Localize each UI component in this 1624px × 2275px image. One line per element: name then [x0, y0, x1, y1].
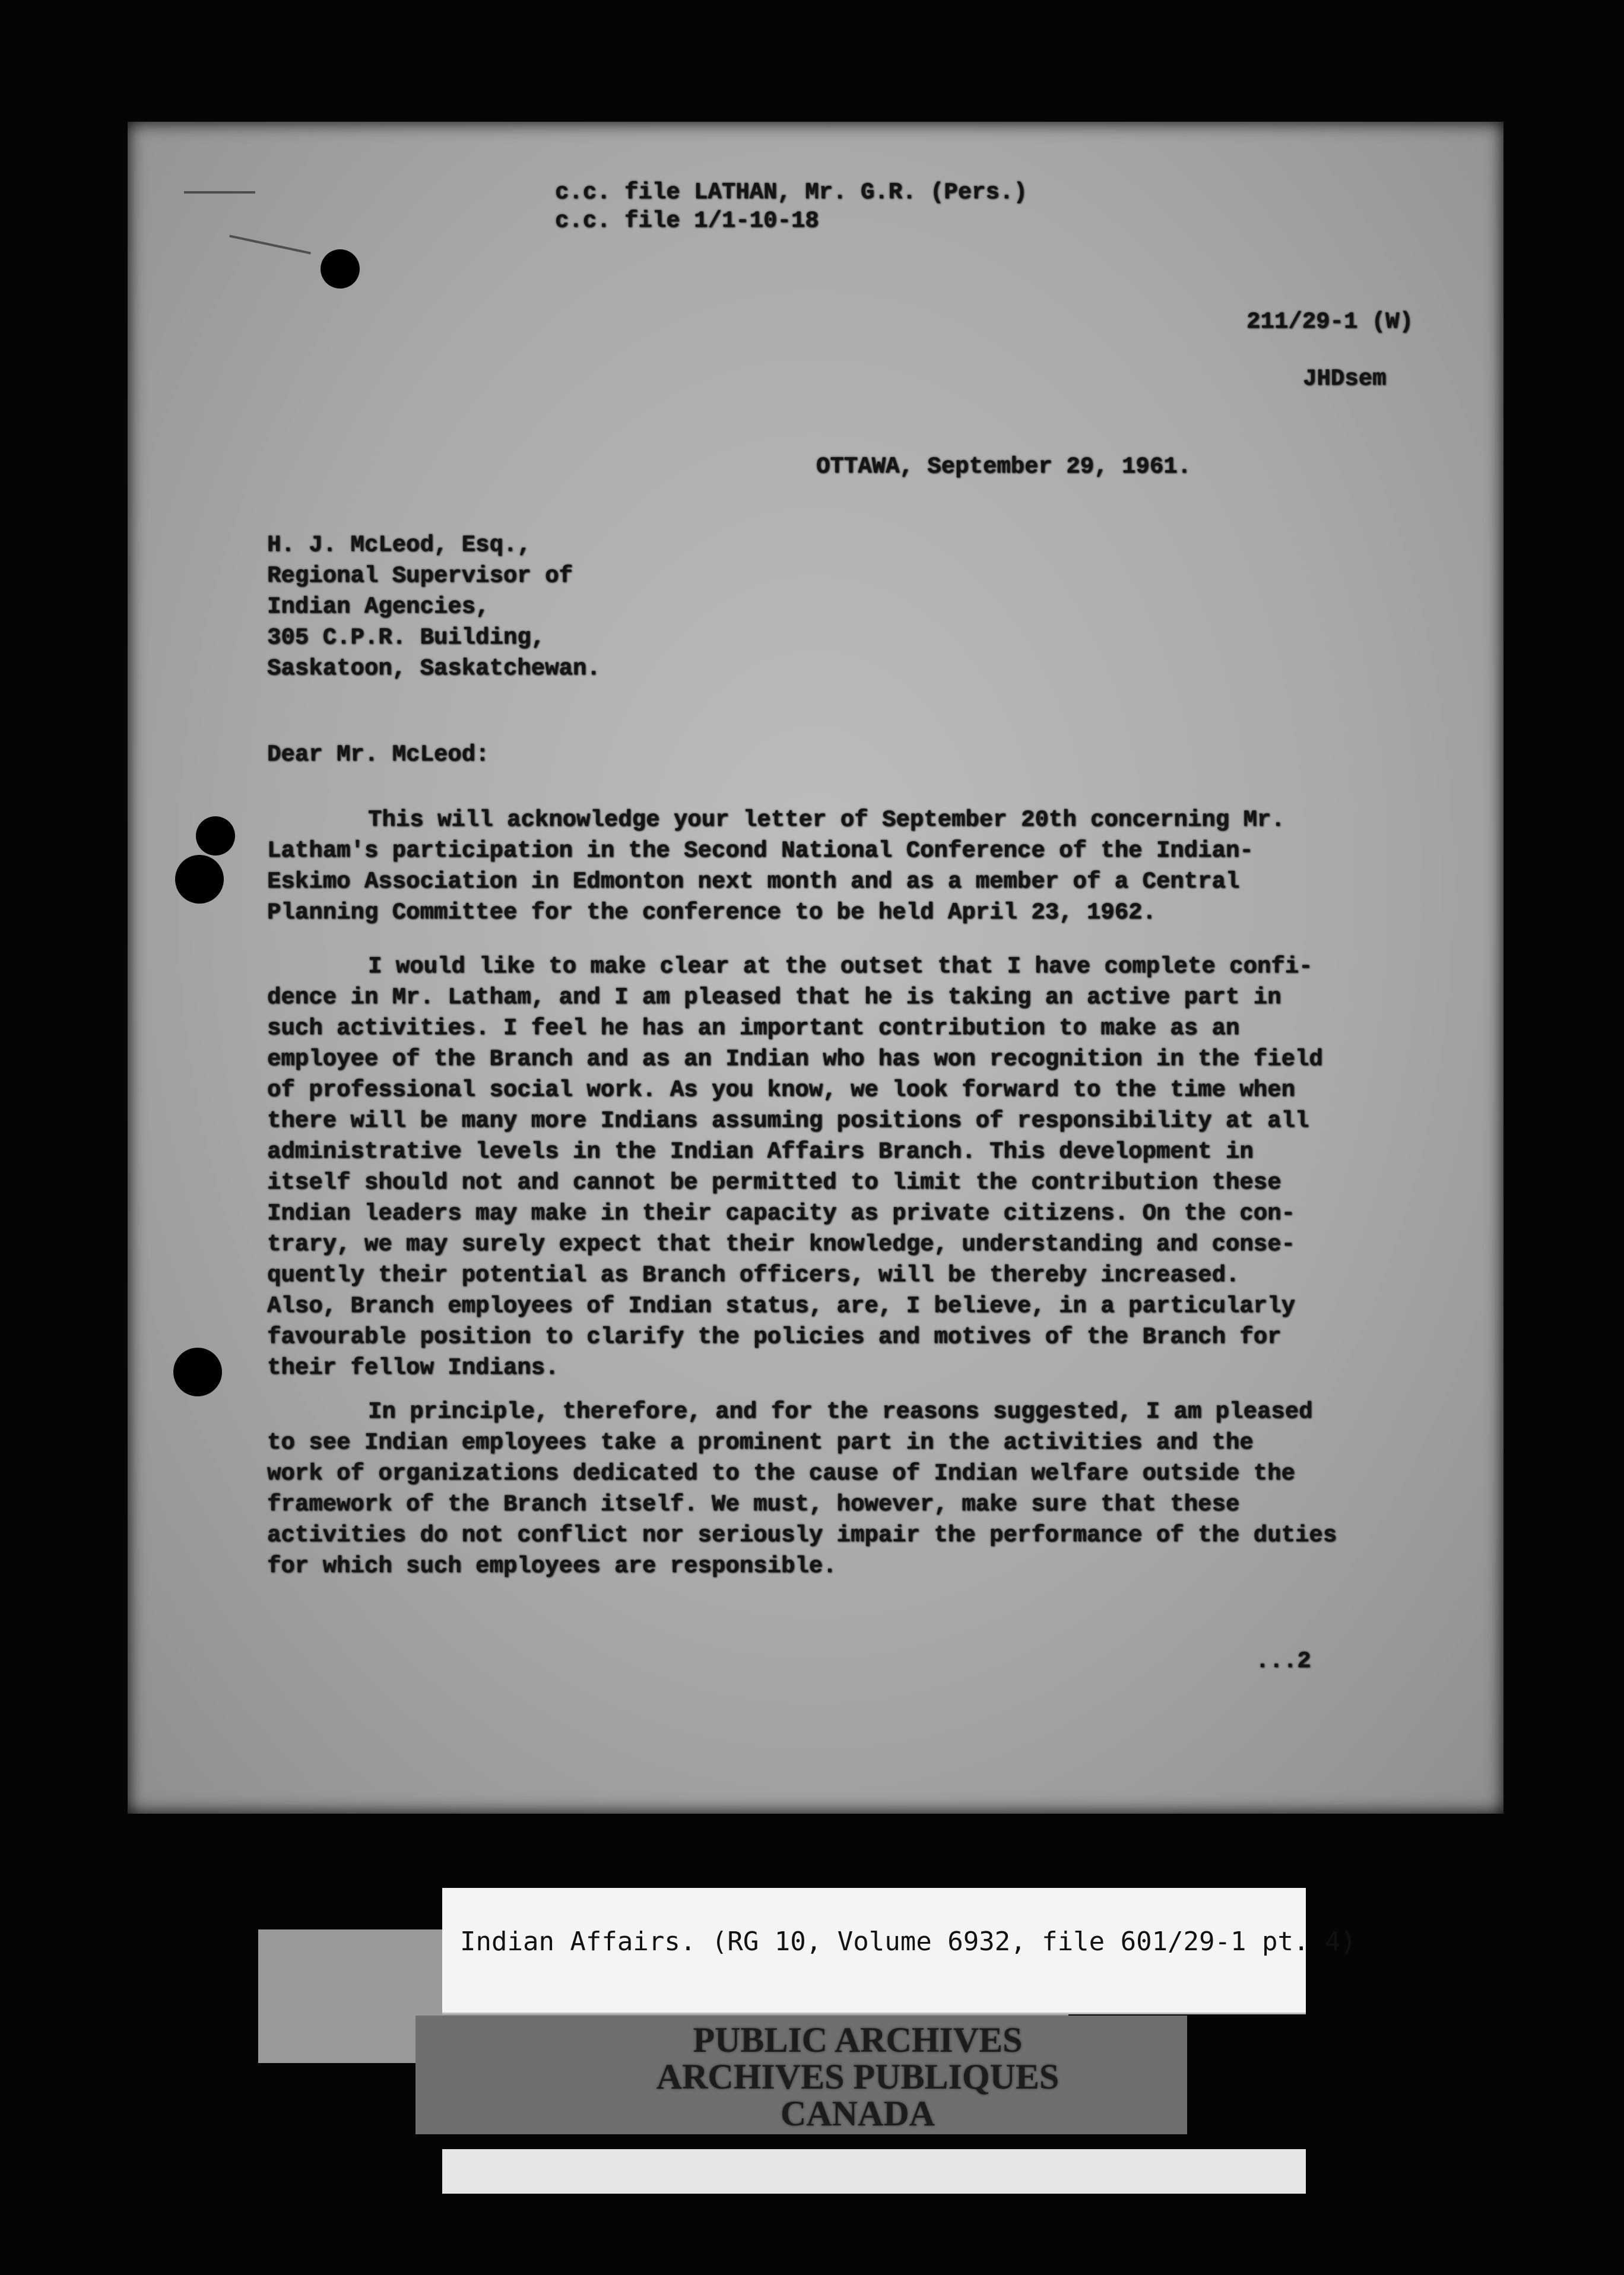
cc-line: c.c. file LATHAN, Mr. G.R. (Pers.)	[555, 179, 1027, 205]
paragraph-line: dence in Mr. Latham, and I am pleased that he is taking an active part in	[267, 984, 1282, 1010]
page-continuation: ...2	[1255, 1648, 1311, 1674]
paragraph-line: activities do not conflict nor seriously impair the performance of the duties	[267, 1522, 1337, 1548]
paragraph-line: work of organizations dedicated to the cause of Indian welfare outside the	[267, 1460, 1295, 1487]
paragraph-line: of professional social work. As you know, we look forward to the time when	[267, 1077, 1295, 1103]
address-line: Saskatoon, Saskatchewan.	[267, 655, 601, 682]
paragraph-line: Indian leaders may make in their capacity as private citizens. On the con-	[267, 1200, 1295, 1227]
paragraph-line: there will be many more Indians assuming positions of responsibility at all	[267, 1108, 1309, 1134]
paragraph-line: favourable position to clarify the policies and motives of the Branch for	[267, 1324, 1282, 1350]
address-block	[267, 530, 601, 684]
punch-hole	[175, 855, 224, 904]
paragraph-line: their fellow Indians.	[267, 1355, 559, 1381]
paragraph-line: Eskimo Association in Edmonton next month and as a member of a Central	[267, 869, 1240, 895]
file-reference: 211/29-1 (W)	[1246, 309, 1413, 335]
address-line: Indian Agencies,	[267, 594, 490, 620]
paragraph-line: for which such employees are responsible.	[267, 1553, 837, 1579]
label-bottom-strip	[442, 2149, 1306, 2194]
paragraph-line: In principle, therefore, and for the reasons suggested, I am pleased	[368, 1399, 1313, 1425]
paragraph-line: such activities. I feel he has an important contribution to make as an	[267, 1015, 1240, 1041]
salutation: Dear Mr. McLeod:	[267, 742, 490, 768]
archives-stamp	[597, 2021, 1119, 2132]
stamp-line: PUBLIC ARCHIVES	[693, 2020, 1023, 2059]
paragraph-line: Latham's participation in the Second National Conference of the Indian-	[267, 838, 1254, 864]
punch-hole	[196, 816, 235, 855]
dateline: OTTAWA, September 29, 1961.	[816, 454, 1191, 480]
paragraph-line: administrative levels in the Indian Affairs Branch. This development in	[267, 1139, 1254, 1165]
punch-hole	[321, 249, 360, 289]
paragraph-line: Planning Committee for the conference to be held April 23, 1962.	[267, 899, 1156, 926]
paragraph-line: I would like to make clear at the outset that I have complete confi-	[368, 953, 1313, 980]
paragraph-1	[267, 804, 1285, 928]
address-line: H. J. McLeod, Esq.,	[267, 532, 531, 558]
paragraph-2	[267, 951, 1323, 1383]
address-line: 305 C.P.R. Building,	[267, 625, 545, 651]
paragraph-3	[267, 1396, 1337, 1582]
paragraph-line: to see Indian employees take a prominent part in the activities and the	[267, 1430, 1254, 1456]
paragraph-line: Also, Branch employees of Indian status, are, I believe, in a particularly	[267, 1293, 1295, 1319]
paragraph-line: itself should not and cannot be permitted to limit the contribution these	[267, 1170, 1282, 1196]
stamp-line: CANADA	[781, 2094, 935, 2133]
pencil-mark	[184, 191, 255, 194]
paragraph-line: framework of the Branch itself. We must, however, make sure that these	[267, 1491, 1240, 1517]
paragraph-line: employee of the Branch and as an Indian who has won recognition in the field	[267, 1046, 1323, 1072]
stamp-line: ARCHIVES PUBLIQUES	[656, 2057, 1060, 2096]
citation-text: Indian Affairs. (RG 10, Volume 6932, file 601/29-1 pt. 4)	[460, 1927, 1356, 1957]
paragraph-line: trary, we may surely expect that their knowledge, understanding and conse-	[267, 1231, 1295, 1257]
typist-initials: JHDsem	[1303, 366, 1387, 392]
punch-hole	[173, 1348, 222, 1396]
paragraph-line: quently their potential as Branch officers, will be thereby increased.	[267, 1262, 1240, 1288]
address-line: Regional Supervisor of	[267, 563, 573, 589]
paragraph-line: This will acknowledge your letter of September 20th concerning Mr.	[368, 807, 1285, 833]
cc-line: c.c. file 1/1-10-18	[555, 208, 819, 234]
